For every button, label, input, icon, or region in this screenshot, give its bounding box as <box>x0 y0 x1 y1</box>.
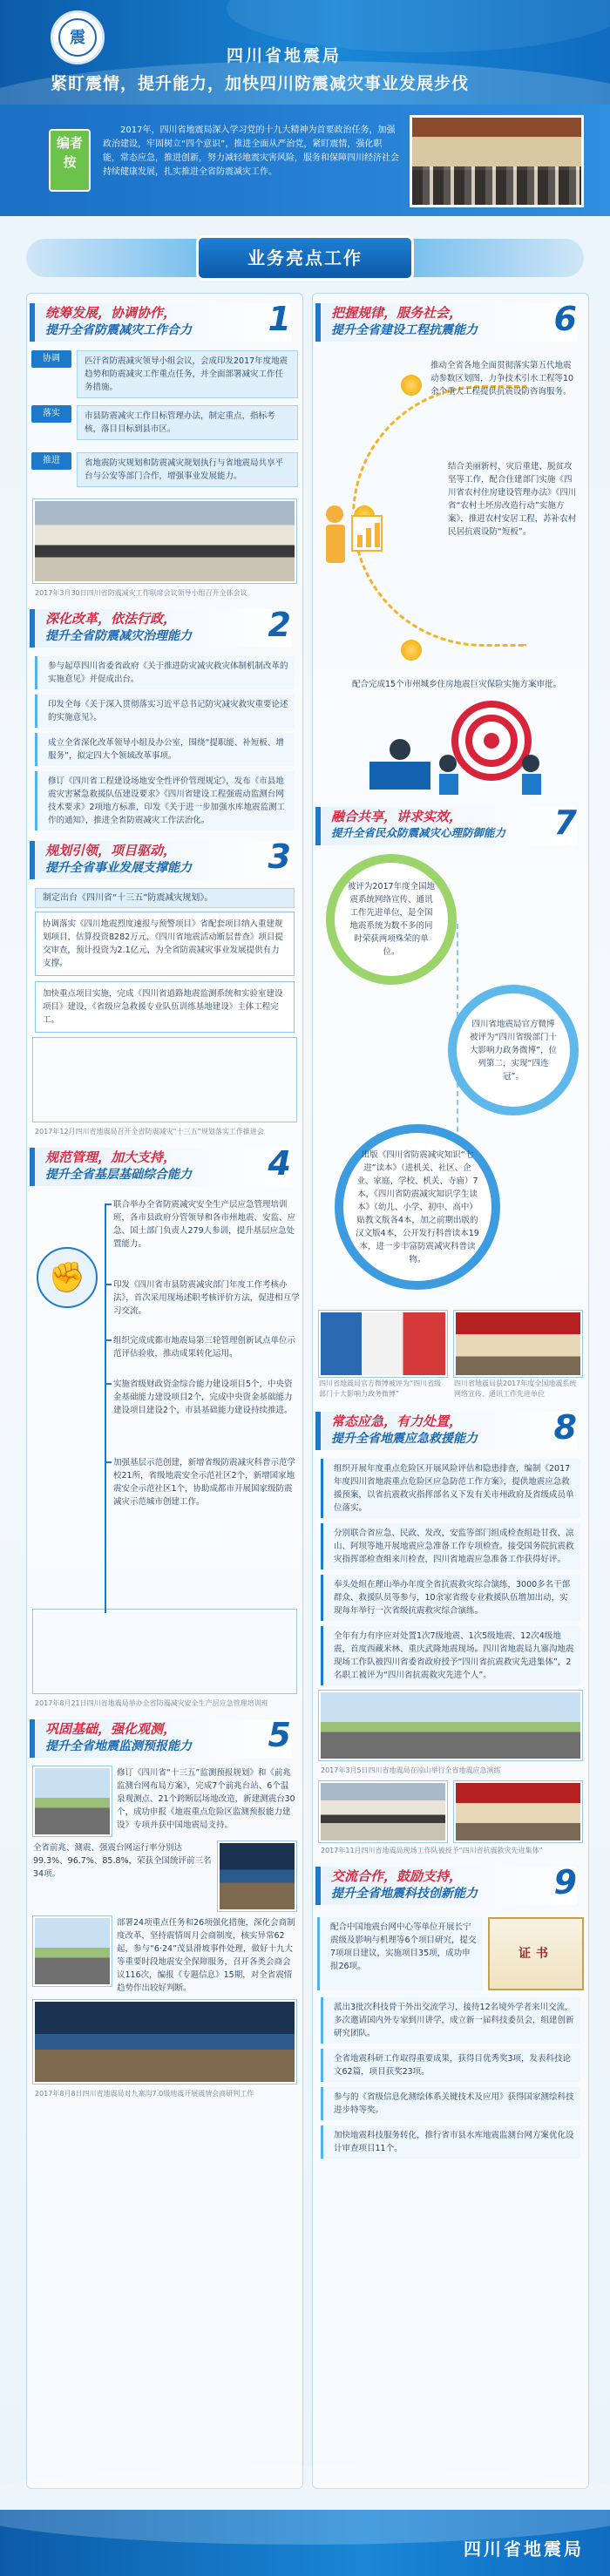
meeting-photo <box>410 115 584 207</box>
s7-caption-1: 四川省地震局官方微博被评为“四川省级部门十大影响力政务微博” <box>319 1380 442 1398</box>
section-8-title-line2: 提升全省地震应急救援能力 <box>331 1432 478 1446</box>
s2-para: 成立全省深化改革领导小组及办公室，围绕“提职能、补短板、增服务”，拟定四大个领域改革事项。 <box>35 733 295 766</box>
s5-thumb <box>33 1916 112 1986</box>
right-column <box>312 293 589 2164</box>
s3-strip: 制定出台《四川省“十三五”防震减灾规划》。 <box>35 888 295 908</box>
section-2-number: 2 <box>268 606 291 644</box>
section-3-title-line2: 提升全省事业发展支撑能力 <box>45 861 192 875</box>
s7-bubble: 被评为2017年度全国地震系统网络宣传、通讯工作先进单位，是全国地震系统为数不多的同时荣获两项殊荣的单位。 <box>326 854 457 985</box>
section-9-number: 9 <box>553 1863 577 1901</box>
s4-item: 加强基层示范创建，新增省级防震减灾科普示范学校21所，省级地震安全示范社区2个，新增国家地震安全示范社区1个，协助成都市开展国家级防震减灾示范城市创建工作。 <box>113 1456 300 1508</box>
s5-text: 部署24项重点任务和26项强化措施，深化会商制度改革，坚持震情周月会商制度，核实异常62起，参与“6·24”茂县滑坡事件处理，做好十九大等重要时段地震安全保障服务，召开各类会商会议116次，编报《专题信息》15期，对全省震情趋势作出较好判断。 <box>117 1918 295 1993</box>
section-9-title-line2: 提升全省地震科技创新能力 <box>331 1887 478 1901</box>
s6-text: 配合完成15个市州城乡住房地震巨灾保险实施方案审批。 <box>352 680 562 689</box>
left-column <box>26 293 303 2105</box>
editor-text: 2017年，四川省地震局深入学习党的十九大精神为首要政治任务，加强政治建设，牢固树立“四个意识”，推进全面从严治党，紧盯震情，强化职能，常态应急，推进创新，努力减轻地震灾害风险，服务和保障四川经济社会持续健康发展，扎实推进全省防震减灾工作。 <box>103 125 399 177</box>
seismological-emblem-icon: 震 <box>51 10 105 64</box>
s1-caption: 2017年3月30日四川省防震减灾工作联席会议领导小组召开全体会议 <box>35 589 247 597</box>
section-6-number: 6 <box>553 300 577 338</box>
section-heading-2 <box>30 606 300 651</box>
section-7-number: 7 <box>553 803 577 842</box>
section-1-number: 1 <box>268 300 291 338</box>
s8-caption-2: 2017年11月四川省地震局现场工作队被授予“四川省抗震救灾先进集体” <box>321 1847 543 1854</box>
s2-para: 参与起草四川省委省政府《关于推进防灾减灾救灾体制机制改革的实施意见》并促成出台。 <box>35 656 295 689</box>
s7-photo-2 <box>454 1311 582 1377</box>
header-org: 四川省地震局 <box>227 46 342 65</box>
editor-badge: 编者按 <box>49 129 91 192</box>
section-heading-4 <box>30 1144 300 1190</box>
section-heading-1 <box>30 300 300 345</box>
section-5-title-line1: 巩固基础，强化观测， <box>45 1721 177 1737</box>
s3-caption: 2017年12月四川省地震局召开全省防震减灾“十三五”规划落实工作推进会 <box>35 1128 264 1135</box>
s1-text: 匹汗省防震减灾领导小组会议，会成印发2017年度地震趋势和防震减灾工作重点任务，并全面部署减灾工作任务措施。 <box>77 350 298 398</box>
s4-item: 组织完成成都市地震局第三轮管理创新试点单位示范评估验收，推动成果转化运用。 <box>113 1334 300 1360</box>
s9-para: 参与的《省级信息化测绘体系关键技术及应用》获得国家测绘科技进步特等奖。 <box>321 2087 580 2120</box>
s9-para: 加快地震科技服务转化，推行省市县水库地震监测台网方案优化设计审查项目11个。 <box>321 2125 580 2159</box>
s1-text: 省地震防灾规划和防震减灾规划执行与省地震局共享平台与公安等部门合作，增强事业发展能力。 <box>77 452 298 487</box>
s6-text: 结合美丽新村、灾后重建、脱贫攻坚等工作，配合住建部门实施《四川省农村住房建设管理办法》《四川省“农村土坯房改造行动”实施方案》，推进农村安居工程，苏补农村民居抗震设防“短板”。 <box>448 462 577 537</box>
s7-bubble: 四川省地震局官方微博被评为“四川省级部门十大影响力政务微博”，位列第二，实现“四连冠”。 <box>448 985 579 1115</box>
section-heading-9 <box>315 1863 586 1908</box>
s3-photo <box>33 1038 296 1122</box>
s1-row-coordinate <box>31 350 298 398</box>
s8-caption-1: 2017年3月5日四川省地震局在凉山举行全省地震应急演练 <box>321 1766 501 1774</box>
s1-text: 市县防震减灾工作目标管理办法，制定重点，指标考核，落目目标到县市区。 <box>77 405 298 440</box>
s7-bubbles <box>317 854 584 1307</box>
s5-thumb <box>218 1841 296 1911</box>
s6-diagram <box>317 350 584 716</box>
page-title: 紧盯震情，提升能力，加快四川防震减灾事业发展步伐 <box>51 74 470 93</box>
s5-row <box>33 1916 296 1995</box>
section-5-number: 5 <box>268 1716 291 1754</box>
s4-item: 印发《四川省市县防震减灾部门年度工作考核办法》，首次采用现场述职考核评价方法，促进相互学习交流。 <box>113 1280 300 1316</box>
section-6-title-line2: 提升全省建设工程抗震能力 <box>331 323 478 337</box>
section-4-number: 4 <box>268 1144 291 1183</box>
s8-photo-1 <box>319 1691 582 1760</box>
s2-para: 修订《四川省工程建设场地安全性评价管理规定》，发布《市县地震灾害紧急救援队伍建设要求》《四川省建设工程强震动监测台网技术要求》2项地方标准，印发《关于进一步加强水库地震监测工作的通知》，推进全省防震减灾工作法治化。 <box>35 771 295 830</box>
s2-para: 印发全每《关于深入贯彻落实习近平总书记防灾减灾救灾重要论述的实施意见》。 <box>35 695 295 728</box>
fist-icon: ✊ <box>37 1247 98 1308</box>
s9-para: 全省地震科研工作取得重要成果，获得目优秀奖3项，发表科技论文62篇，项目获奖23项。 <box>321 2049 580 2082</box>
section-7-title-line1: 融合共享，讲求实效， <box>331 809 463 824</box>
section-9-title-line1: 交流合作，鼓励支持， <box>331 1868 463 1884</box>
s4-item: 联合举办全省防震减灾安全生产层应急管理培训班，各市县政府分管领导和各市州地震、安监、应急、国土部门负责人279人参训，提升基层应急处置能力。 <box>113 1198 300 1251</box>
section-2-title-line1: 深化改革，依法行政， <box>45 611 177 627</box>
s1-tag: 协调 <box>31 350 71 368</box>
s8-para: 全年有力有序应对处置1次7级地震、1次5级地震、12次4级地震，首度西藏米林、重庆武隆地震现场。四川省地震局九寨沟地震现场工作队被四川省委省政府授予“四川省抗震救灾先进集体”，2名职工被评为“四川省抗震救灾先进个人”。 <box>321 1626 580 1685</box>
s7-caption-2: 四川省地震局获2017年度全国地震系统网络宣传、通讯工作先进单位 <box>454 1380 577 1398</box>
section-1-title-line2: 提升全省防震减灾工作合力 <box>45 323 192 337</box>
section-3-number: 3 <box>268 837 291 876</box>
s5-text: 修订《四川省“十三五”监测预报规划》和《前兆监测台网布局方案》，完成7个前兆台站、6个温泉观测点、21个跨断层场地改造，新建测震台30个，成功申报《地震重点危险区监测预报能力建设》专项并获中国地震局支持。 <box>117 1768 295 1830</box>
s8-para: 组织开展年度重点危险区开展风险评估和隐患排查，编制《2017年度四川省地震重点危险区应急防范工作方案》，提供地震应急救援预案，以省抗震救灾指挥部名义下发有关市州政府及省级成员单位落实。 <box>321 1459 580 1518</box>
section-heading-8 <box>315 1408 586 1454</box>
section-6-title-line1: 把握规律，服务社会， <box>331 305 463 321</box>
banner-label: 业务亮点工作 <box>196 235 414 281</box>
s4-tree <box>31 1195 298 1604</box>
s7-bubble: 出版《四川省防震减灾知识“七进”读本》（进机关、社区、企业、家庭、学校、机关、寺庙）7本，《四川省防震减灾知识学生读本》（幼儿、小学、初中、高中）贴教文版各4本，加之前期出版的汉文版4本，公开发行科普读本19本，进一步丰富防震减灾科普读物。 <box>335 1124 500 1290</box>
section-2-title-line2: 提升全省防震减灾治理能力 <box>45 629 192 643</box>
s8-para: 奉头处组在理山举办年度全省抗震救灾综合演练，3000多名干部群众、救援队员等参与，10余家省级专业救援队伍增加出动，实现每年举行一次省级抗震救灾综合演练。 <box>321 1575 580 1621</box>
section-1-title-line1: 统筹发展，协调协作， <box>45 305 177 321</box>
section-banner <box>0 228 610 288</box>
section-heading-3 <box>30 837 300 883</box>
s9-para: 派出3批次科技骨干外出交流学习，接待12名境外学者来川交流，多次邀请国内外专家到川讲学，成立新一届科技委员会，组建创新研究团队。 <box>321 1997 580 2044</box>
s1-row-advance <box>31 452 298 492</box>
presenter-chart-icon <box>317 498 385 594</box>
s1-tag: 落实 <box>31 405 71 423</box>
section-heading-6 <box>315 300 586 345</box>
s3-box: 加快重点项目实施，完成《四川省道路地震监测系统和实验室建设项目》建设，《省级应急救援专业队伍训练基地建设》主体工程完工。 <box>35 981 295 1033</box>
section-heading-5 <box>30 1716 300 1761</box>
s9-para: 配合中国地震台网中心等单位开展长宁震级及影响与机理等6个项目研究，提交7项项目建议，实施项目35项，成功申报26项。 <box>317 1917 483 1990</box>
editor-note <box>0 105 610 216</box>
s8-award-photo <box>454 1781 582 1842</box>
s1-row-implement <box>31 405 298 445</box>
section-4-title-line2: 提升全省基层基础综合能力 <box>45 1168 192 1182</box>
footer <box>0 2510 610 2576</box>
s5-text: 全省前兆、测震、强震台网运行率分别达99.3%、96.7%、85.8%，荣获全国统评前三名34项。 <box>33 1843 212 1879</box>
section-heading-7 <box>315 803 586 849</box>
s5-thumb <box>33 1766 112 1836</box>
s4-item: 实施省级财政资金综合能力建设项目5个，中央资金基础能力建设项目2个，完成中央资金基础能力建设项目建设2个，市县基础能力建设持续推进。 <box>113 1378 300 1417</box>
s5-row <box>33 1841 296 1911</box>
s4-photo <box>33 1610 296 1693</box>
s7-photo-1 <box>319 1311 447 1377</box>
s4-caption: 2017年8月21日四川省地震局举办全省防震减灾安全生产层应急管理培训班 <box>35 1699 268 1707</box>
section-4-title-line1: 规范管理，加大支持， <box>45 1149 177 1165</box>
s5-row <box>33 1766 296 1836</box>
certificate: 证书 <box>488 1917 584 1990</box>
s5-photo <box>33 2000 296 2084</box>
s8-para: 分别联合省应急、民政、发改、安监等部门组成检查组赴甘孜、凉山、阿坝等地开展地震应急准备工作专项检查。接受国务院抗震救灾指挥部检查组来川检查，四川省地震应急准备工作获得好评。 <box>321 1523 580 1569</box>
s1-tag: 推进 <box>31 452 71 470</box>
s8-photo-2 <box>319 1781 447 1842</box>
section-8-number: 8 <box>553 1408 577 1447</box>
s5-caption: 2017年8月8日四川省地震局对九寨沟7.0级地震开展震情会商研判工作 <box>35 2090 254 2098</box>
s1-photo <box>33 499 296 583</box>
footer-org: 四川省地震局 <box>464 2539 584 2559</box>
s3-box: 协调落实《四川地震烈度速报与预警项目》省配套项目纳入重建规划项目，估算投资8282万元，《四川省地震活动断层普查》项目提交审查，预计投资为2.1亿元，为全省防震减灾事业发展提供有力支撑。 <box>35 912 295 976</box>
section-8-title-line1: 常态应急，有力处置， <box>331 1413 463 1429</box>
section-7-title-line2: 提升全省民众防震减灾心理防御能力 <box>331 826 506 839</box>
header <box>0 0 610 105</box>
s6-text: 推动全省各地全面贯彻落实第五代地震动参数区划图，力争技术引水工程等10余个重大工程提供抗震设防咨询服务。 <box>430 361 574 397</box>
section-5-title-line2: 提升全省地震监测预报能力 <box>45 1739 192 1753</box>
section-3-title-line1: 规划引领，项目驱动， <box>45 843 177 858</box>
